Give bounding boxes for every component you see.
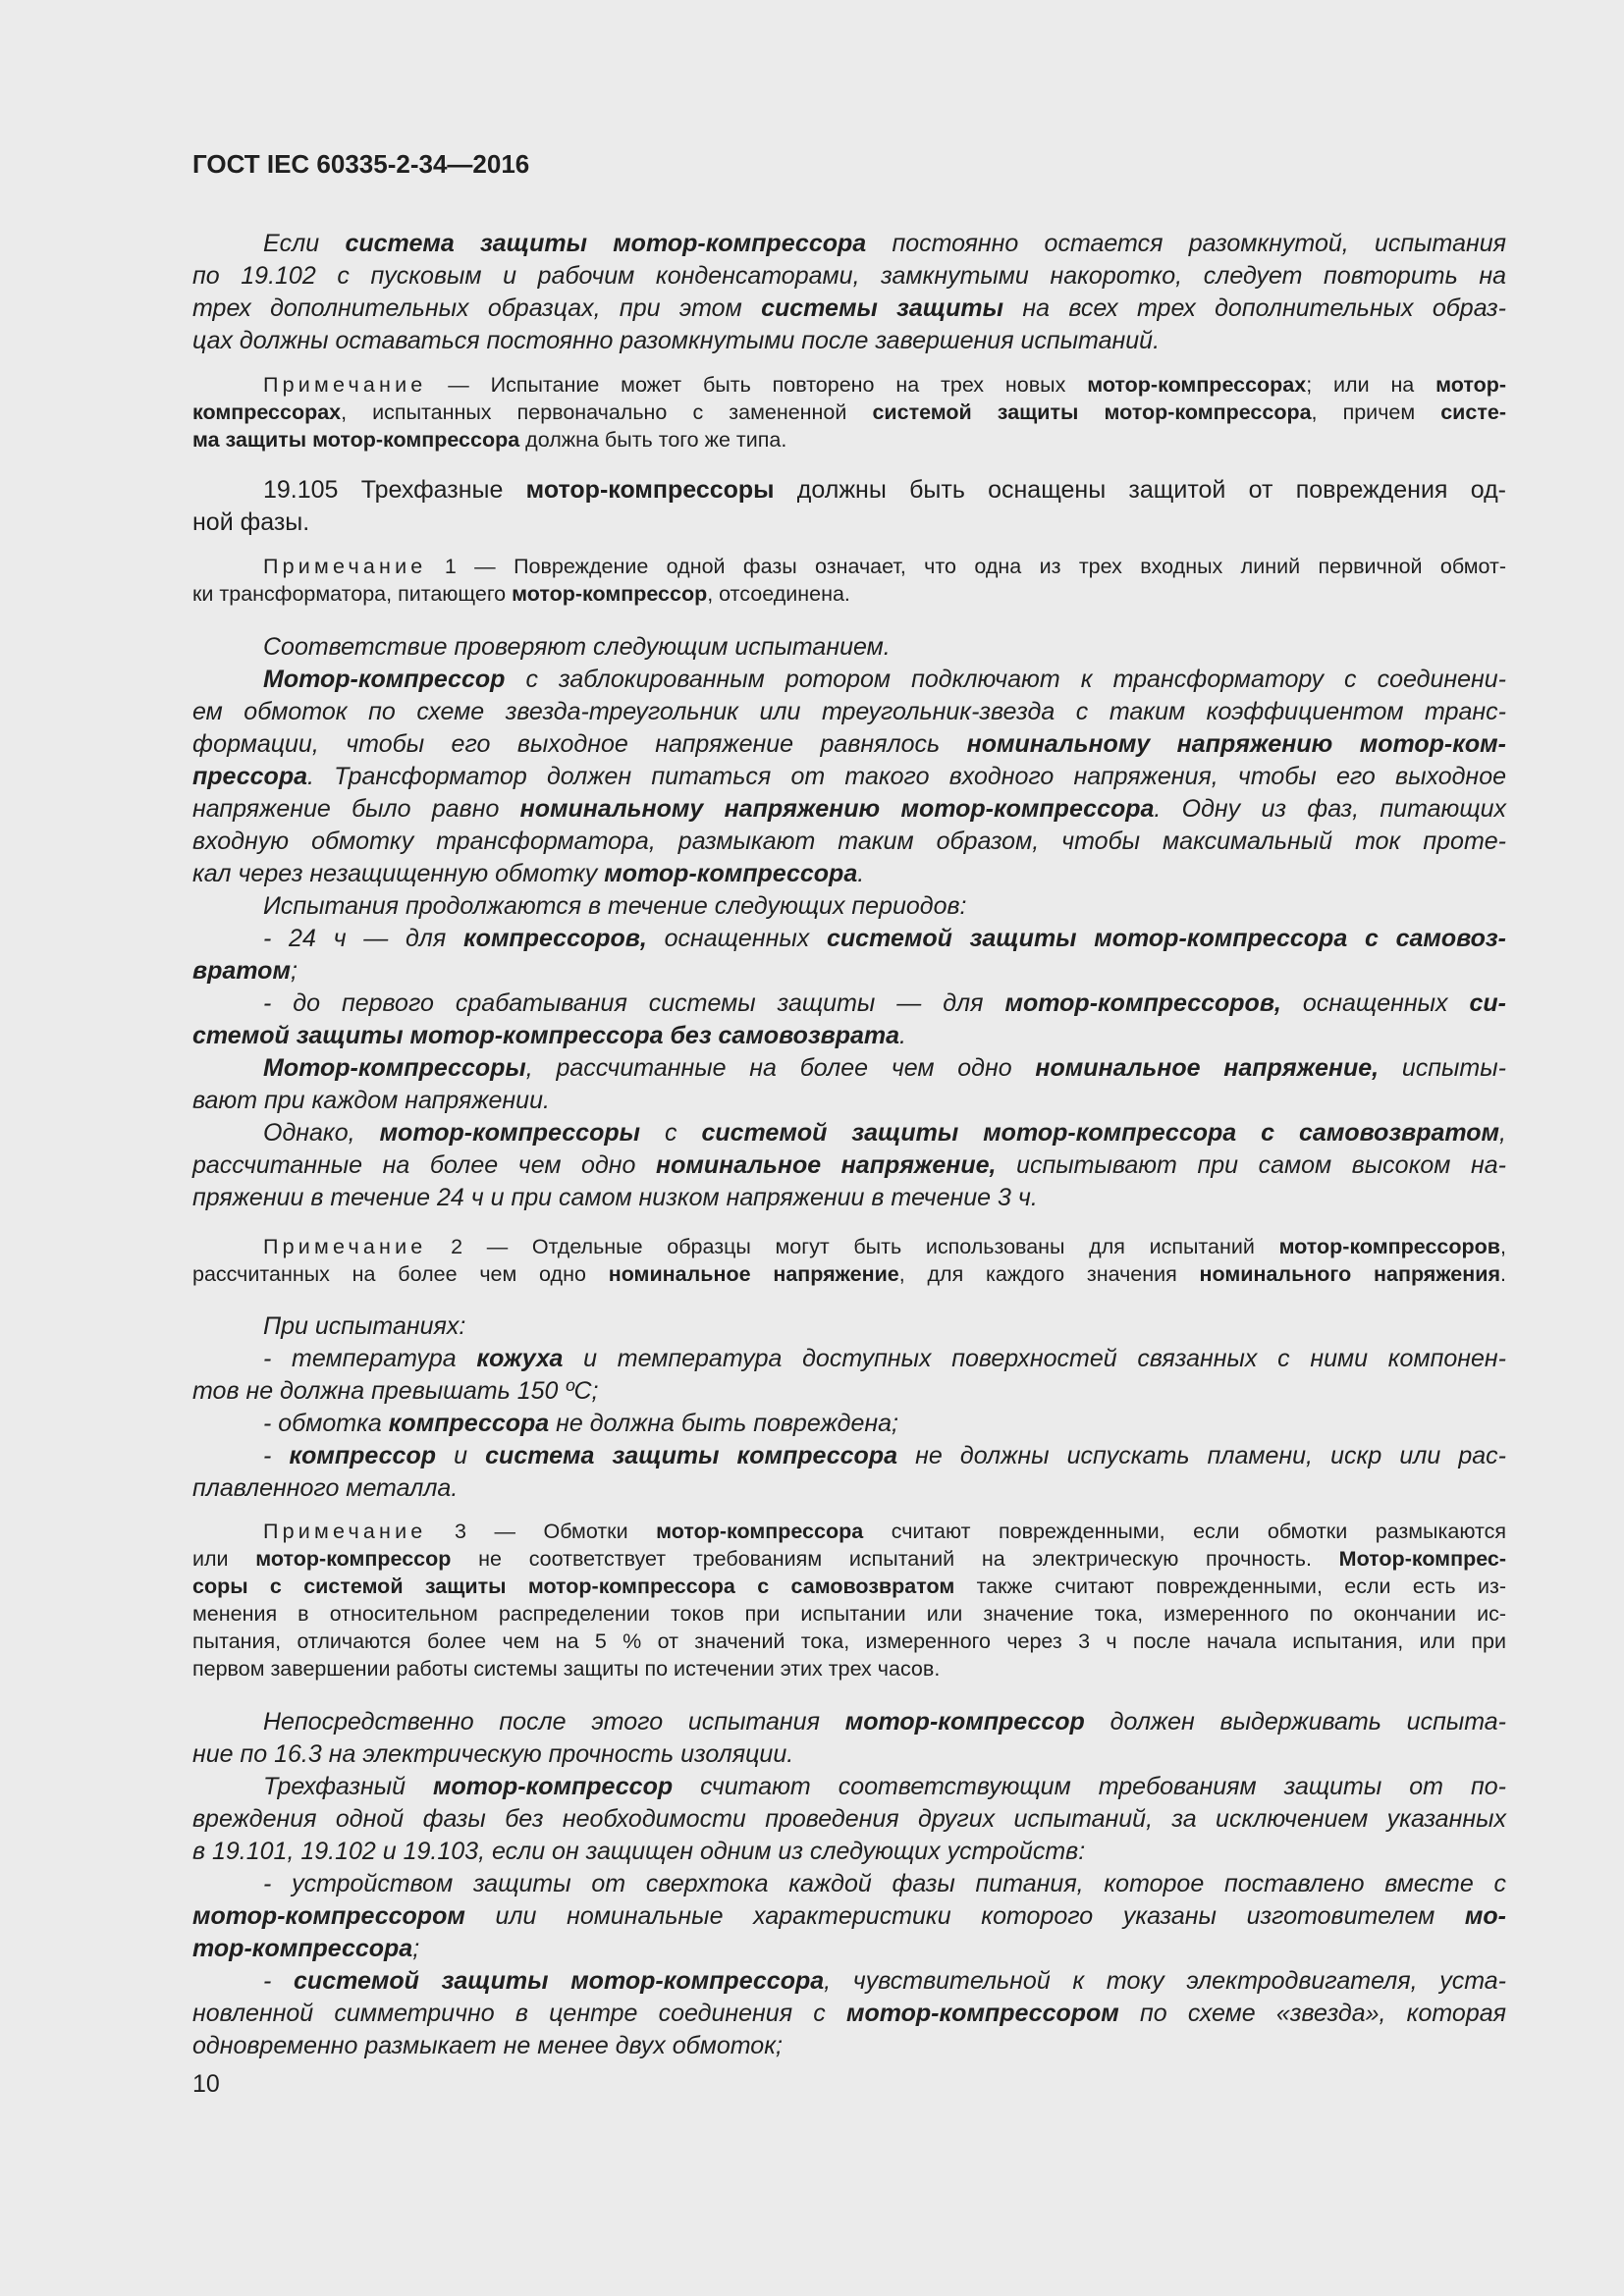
text-run: Соответствие проверяют следующим испытанием. bbox=[263, 633, 891, 661]
term-bold: мотор-компрессор bbox=[433, 1773, 674, 1800]
text-line bbox=[192, 761, 1506, 792]
text-run: . bbox=[857, 860, 865, 887]
text-run: При испытаниях: bbox=[263, 1312, 466, 1340]
term-bold: номинальному напряжению мотор-компрессора bbox=[519, 795, 1155, 823]
term-bold: мотор-компрессоров bbox=[1278, 1235, 1501, 1258]
text-run: вают при каждом напряжении. bbox=[192, 1087, 550, 1114]
text-run: в 19.101, 19.102 и 19.103, если он защищен одним из следующих устройств: bbox=[192, 1838, 1086, 1865]
text-line bbox=[192, 1149, 1506, 1181]
text-run: новленной симметрично в центре соединения с bbox=[192, 2000, 846, 2027]
term-bold: Мотор-компрессоры bbox=[263, 1054, 526, 1082]
text-run: формации, чтобы его выходное напряжение равнялось bbox=[192, 730, 967, 758]
text-run: кал через незащищенную обмотку bbox=[192, 860, 605, 887]
text-run: не соответствует требованиям испытаний на электрическую прочность. bbox=[451, 1547, 1339, 1571]
text-run: 3 — Обмотки bbox=[426, 1520, 657, 1543]
text-run: Если bbox=[263, 230, 346, 257]
text-run: . bbox=[1500, 1262, 1506, 1286]
text-run: ; bbox=[290, 957, 298, 985]
term-bold: мотор-компрессора bbox=[656, 1520, 864, 1543]
text-line bbox=[263, 1343, 1506, 1374]
term-bold: мотор-компрессор bbox=[512, 582, 708, 606]
term-bold: номинальное напряжение bbox=[608, 1262, 899, 1286]
text-run: . Трансформатор должен питаться от такого входного напряжения, чтобы его выходное bbox=[307, 763, 1506, 790]
text-run: . bbox=[899, 1022, 906, 1049]
text-line bbox=[263, 1408, 1506, 1439]
text-line bbox=[192, 1260, 1506, 1288]
text-run: или bbox=[192, 1547, 256, 1571]
text-run: постоянно остается разомкнутой, испытания bbox=[866, 230, 1507, 257]
text-line bbox=[192, 1472, 1506, 1504]
text-run: Испытания продолжаются в течение следующих периодов: bbox=[263, 892, 967, 920]
text-run: тов не должна превышать 150 ºС; bbox=[192, 1377, 599, 1405]
text-run: ки трансформатора, питающего bbox=[192, 582, 513, 606]
term-bold: мотор-компрессор bbox=[844, 1708, 1085, 1735]
text-run: должна быть того же типа. bbox=[519, 428, 787, 452]
text-line bbox=[192, 1738, 1506, 1770]
text-run: первом завершении работы системы защиты по истечении этих трех часов. bbox=[192, 1657, 941, 1681]
text-run: считают поврежденными, если обмотки размыкаются bbox=[863, 1520, 1506, 1543]
text-run: и bbox=[436, 1442, 486, 1469]
text-line bbox=[263, 1310, 1506, 1342]
text-line bbox=[192, 1020, 1506, 1051]
text-line bbox=[192, 1803, 1506, 1835]
text-run: трех дополнительных образцах, при этом bbox=[192, 294, 762, 322]
term-bold: соры с системой защиты мотор-компрессора с самовозвратом bbox=[192, 1575, 955, 1598]
text-run: на всех трех дополнительных образ- bbox=[1003, 294, 1506, 322]
document-header: ГОСТ IEC 60335-2-34—2016 bbox=[192, 149, 530, 179]
text-run: по 19.102 с пусковым и рабочим конденсаторами, замкнутыми накоротко, следует повторить на bbox=[192, 262, 1506, 290]
text-run: не должна быть повреждена; bbox=[549, 1410, 898, 1437]
term-bold: мотор-компрессоры bbox=[379, 1119, 640, 1147]
text-line bbox=[263, 631, 1506, 663]
text-line bbox=[192, 1655, 1506, 1682]
term-bold: мотор-компрессоров, bbox=[1004, 989, 1281, 1017]
text-run: 1 — Повреждение одной фазы означает, что одна из трех входных линий первичной обмот- bbox=[426, 555, 1506, 578]
text-run: пытания, отличаются более чем на 5 % от значений тока, измеренного через 3 ч после начала испытания, или при bbox=[192, 1629, 1506, 1653]
text-run: - 24 ч — для bbox=[263, 925, 463, 952]
term-bold: мотор-компрессорах bbox=[1087, 373, 1307, 397]
text-run: испыты- bbox=[1379, 1054, 1506, 1082]
term-bold: прессора bbox=[192, 763, 308, 790]
text-run: ; или на bbox=[1306, 373, 1436, 397]
text-run: цах должны оставаться постоянно разомкнутыми после завершения испытаний. bbox=[192, 327, 1161, 354]
text-line bbox=[263, 1233, 1506, 1260]
note-label: Примечание bbox=[263, 555, 427, 578]
note-label: Примечание bbox=[263, 1235, 427, 1258]
term-bold: системой защиты мотор-компрессора bbox=[294, 1967, 825, 1995]
text-line bbox=[192, 1600, 1506, 1628]
term-bold: тор-компрессора bbox=[192, 1935, 413, 1962]
text-line bbox=[192, 1998, 1506, 2029]
term-bold: мотор-компрессор bbox=[255, 1547, 452, 1571]
text-line bbox=[192, 1628, 1506, 1655]
term-bold: ма защиты мотор-компрессора bbox=[192, 428, 520, 452]
text-run: ной фазы. bbox=[192, 508, 310, 536]
text-run: Однако, bbox=[263, 1119, 380, 1147]
term-bold: кожуха bbox=[476, 1345, 564, 1372]
page-number: 10 bbox=[192, 2070, 220, 2098]
text-line bbox=[263, 890, 1506, 922]
text-line bbox=[263, 1706, 1506, 1737]
text-run: ем обмоток по схеме звезда-треугольник или треугольник-звезда с таким коэффициентом транс- bbox=[192, 698, 1506, 725]
text-run: рассчитанные на более чем одно bbox=[192, 1151, 656, 1179]
term-bold: мо- bbox=[1464, 1902, 1506, 1930]
text-run: 2 — Отдельные образцы могут быть использованы для испытаний bbox=[426, 1235, 1279, 1258]
term-bold: системой защиты мотор-компрессора с самовоз- bbox=[826, 925, 1506, 952]
text-line bbox=[192, 293, 1506, 324]
text-run: должен выдерживать испыта- bbox=[1084, 1708, 1506, 1735]
text-run: входную обмотку трансформатора, размыкают таким образом, чтобы максимальный ток проте- bbox=[192, 828, 1506, 855]
text-run: , bbox=[1500, 1235, 1506, 1258]
term-bold: системой защиты мотор-компрессора с самовозвратом bbox=[701, 1119, 1500, 1147]
text-line bbox=[263, 553, 1506, 580]
term-bold: Мотор-компрессор bbox=[263, 666, 506, 693]
text-run: оснащенных bbox=[646, 925, 827, 952]
term-bold: компрессор bbox=[289, 1442, 436, 1469]
text-line bbox=[192, 426, 1506, 454]
term-bold: вратом bbox=[192, 957, 291, 985]
term-bold: стемой защиты мотор-компрессора без самовозврата bbox=[192, 1022, 900, 1049]
text-run: плавленного металла. bbox=[192, 1474, 459, 1502]
text-line bbox=[192, 1900, 1506, 1932]
term-bold: мотор-компрессором bbox=[192, 1902, 465, 1930]
term-bold: система защиты мотор-компрессора bbox=[345, 230, 867, 257]
text-run: оснащенных bbox=[1280, 989, 1470, 1017]
term-bold: Мотор-компрес- bbox=[1338, 1547, 1506, 1571]
text-line bbox=[192, 1182, 1506, 1213]
text-run: менения в относительном распределении токов при испытании или значение тока, измеренного по окончании ис- bbox=[192, 1602, 1506, 1626]
text-line bbox=[263, 1771, 1506, 1802]
text-run: - bbox=[263, 1967, 295, 1995]
text-run: , bbox=[1499, 1119, 1506, 1147]
text-line bbox=[192, 858, 1506, 889]
text-line bbox=[263, 371, 1506, 399]
text-run: , причем bbox=[1311, 400, 1441, 424]
text-run: считают соответствующим требованиям защиты от по- bbox=[673, 1773, 1507, 1800]
note-label: Примечание bbox=[263, 1520, 427, 1543]
term-bold: номинальное напряжение, bbox=[1035, 1054, 1380, 1082]
term-bold: системы защиты bbox=[761, 294, 1004, 322]
text-line bbox=[192, 1085, 1506, 1116]
text-line bbox=[192, 1933, 1506, 1964]
term-bold: компрессоров, bbox=[463, 925, 647, 952]
text-run: - bbox=[263, 1442, 290, 1469]
text-run: вреждения одной фазы без необходимости проведения других испытаний, за исключением указанных bbox=[192, 1805, 1506, 1833]
text-run: с заблокированным ротором подключают к трансформатору с соединени- bbox=[505, 666, 1506, 693]
text-run: — Испытание может быть повторено на трех новых bbox=[426, 373, 1088, 397]
text-line bbox=[263, 228, 1506, 259]
text-run: , чувствительной к току электродвигателя, уста- bbox=[824, 1967, 1507, 1995]
text-run: или номинальные характеристики которого указаны изготовителем bbox=[464, 1902, 1465, 1930]
text-line bbox=[263, 474, 1506, 506]
text-run: должны быть оснащены защитой от повреждения од- bbox=[774, 476, 1506, 504]
text-run: ние по 16.3 на электрическую прочность изоляции. bbox=[192, 1740, 794, 1768]
text-line bbox=[263, 923, 1506, 954]
text-line bbox=[192, 793, 1506, 825]
term-bold: мотор-компрессоры bbox=[525, 476, 775, 504]
term-bold: системой защиты мотор-компрессора bbox=[872, 400, 1312, 424]
text-run: - устройством защиты от сверхтока каждой фазы питания, которое поставлено вместе с bbox=[263, 1870, 1506, 1897]
text-line bbox=[263, 1052, 1506, 1084]
text-run: испытывают при самом высоком на- bbox=[996, 1151, 1506, 1179]
term-bold: мотор-компрессором bbox=[845, 2000, 1119, 2027]
text-run: одновременно размыкает не менее двух обмоток; bbox=[192, 2032, 783, 2059]
text-line bbox=[263, 988, 1506, 1019]
term-bold: компрессорах bbox=[192, 400, 342, 424]
term-bold: номинальному напряжению мотор-ком- bbox=[966, 730, 1506, 758]
text-line bbox=[263, 1868, 1506, 1899]
text-line bbox=[263, 1965, 1506, 1997]
text-run: , рассчитанные на более чем одно bbox=[525, 1054, 1036, 1082]
term-bold: мотор- bbox=[1435, 373, 1506, 397]
term-bold: мотор-компрессора bbox=[604, 860, 858, 887]
text-line bbox=[192, 1573, 1506, 1600]
term-bold: номинальное напряжение, bbox=[656, 1151, 997, 1179]
term-bold: систе- bbox=[1440, 400, 1506, 424]
text-run: Непосредственно после этого испытания bbox=[263, 1708, 845, 1735]
text-line bbox=[192, 1375, 1506, 1407]
term-bold: система защиты компрессора bbox=[485, 1442, 897, 1469]
term-bold: компрессора bbox=[388, 1410, 550, 1437]
term-bold: си- bbox=[1469, 989, 1506, 1017]
text-line bbox=[263, 1518, 1506, 1545]
note-label: Примечание bbox=[263, 373, 427, 397]
text-line bbox=[192, 955, 1506, 987]
text-line bbox=[192, 696, 1506, 727]
text-line bbox=[192, 1836, 1506, 1867]
text-run: и температура доступных поверхностей связанных с ними компонен- bbox=[563, 1345, 1506, 1372]
text-line bbox=[192, 260, 1506, 292]
text-run: Трехфазный bbox=[263, 1773, 434, 1800]
text-line bbox=[192, 1545, 1506, 1573]
text-run: , испытанных первоначально с замененной bbox=[341, 400, 873, 424]
text-run: ; bbox=[412, 1935, 420, 1962]
text-run: по схеме «звезда», которая bbox=[1118, 2000, 1506, 2027]
text-line bbox=[192, 325, 1506, 356]
text-line bbox=[192, 580, 1506, 608]
text-run: 19.105 Трехфазные bbox=[263, 476, 526, 504]
text-line bbox=[192, 728, 1506, 760]
text-run: пряжении в течение 24 ч и при самом низком напряжении в течение 3 ч. bbox=[192, 1184, 1038, 1211]
text-line bbox=[263, 664, 1506, 695]
text-line bbox=[192, 399, 1506, 426]
text-run: не должны испускать пламени, искр или рас- bbox=[896, 1442, 1506, 1469]
text-line bbox=[192, 826, 1506, 857]
text-run: - температура bbox=[263, 1345, 477, 1372]
text-run: . Одну из фаз, питающих bbox=[1154, 795, 1507, 823]
text-line bbox=[263, 1117, 1506, 1148]
text-run: , для каждого значения bbox=[898, 1262, 1200, 1286]
text-run: напряжение было равно bbox=[192, 795, 520, 823]
text-run: - обмотка bbox=[263, 1410, 389, 1437]
text-run: рассчитанных на более чем одно bbox=[192, 1262, 609, 1286]
text-run: , отсоединена. bbox=[707, 582, 850, 606]
term-bold: номинального напряжения bbox=[1199, 1262, 1501, 1286]
text-run: - до первого срабатывания системы защиты — для bbox=[263, 989, 1005, 1017]
text-line bbox=[263, 1440, 1506, 1471]
text-line bbox=[192, 507, 1506, 538]
text-run: с bbox=[639, 1119, 702, 1147]
text-line bbox=[192, 2030, 1506, 2061]
text-run: также считают поврежденными, если есть из- bbox=[954, 1575, 1506, 1598]
